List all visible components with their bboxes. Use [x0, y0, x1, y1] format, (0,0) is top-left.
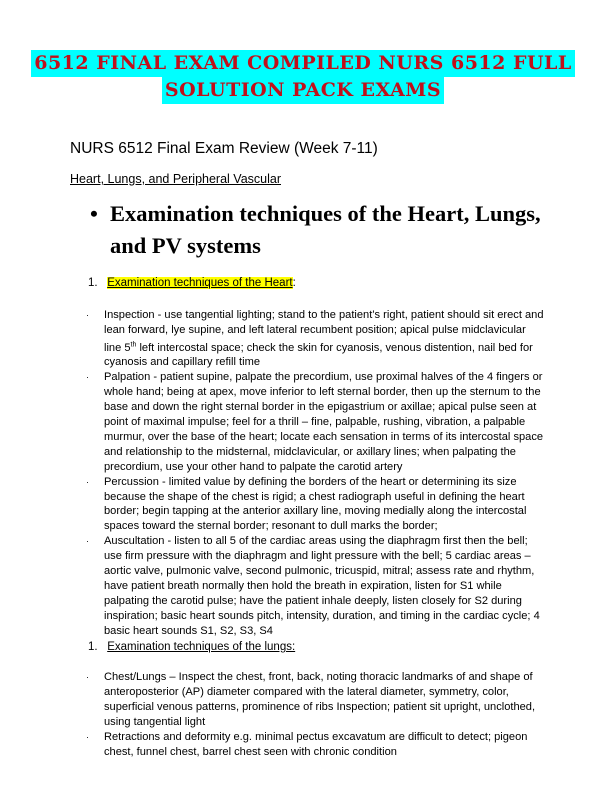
list-item: [86, 670, 546, 730]
bullet-icon: ·: [86, 476, 89, 487]
heart-item-palpation: Palpation - patient supine, palpate the precordium, use proximal halves of the 4 fingers or whole hand; being at apex, move inferior to left sternal border, then up the sternum to the base and down the right sternal border in the epigastrium or axillae; apical pulse seen at point of maximal impulse; feel for a thrill – fine, palpable, rushing, vibration, a palpable murmur, over the base of the heart; locate each sensation in terms of its intercostal space and relationship to the midsternal, midclavicular, or axillary lines; when palpating the precordium, use your other hand to palpate the carotid artery: [104, 371, 544, 473]
lungs-list: [86, 670, 546, 759]
lungs-item-retractions: Retractions and deformity e.g. minimal pectus excavatum are difficult to detect; pigeon chest, funnel chest, barrel chest seen with chronic condition: [104, 730, 528, 758]
bullet-icon: ·: [86, 310, 89, 320]
heart-heading-label: Examination techniques of the Heart: [107, 277, 293, 289]
main-bullet: [90, 198, 570, 262]
heart-item-auscultation: Auscultation - listen to all 5 of the cardiac areas using the diaphragm first then the bell; use firm pressure with the diaphragm and light pressure with the bell; 5 cardiac areas – aortic valve, pulmonic valve, second pulmonic, tricuspid, mitral; assess rate and rhythm, have patient breath normally then hold the breath in expiration, listen for S1 while palpating the carotid pulse; have the patient inhale deeply, listen closely for S2 during inspiration; basic heart sounds pitch, intensity, duration, and timing in the cardiac cycle; 4 basic heart sounds S1, S2, S3, S4: [104, 535, 540, 637]
list-item: [86, 308, 546, 370]
heart-item-inspection: Inspection - use tangential lighting; stand to the patient’s right, patient should sit erect and lean forward, lye supine, and left lateral recumbent position; apical pulse midclavicular line 5th left intercostal space; check the skin for cyanosis, venous distention, nail bed for cyanosis and capillary refill time: [104, 309, 544, 369]
bullet-icon: ·: [86, 536, 89, 547]
document-subtitle: NURS 6512 Final Exam Review (Week 7-11): [70, 140, 378, 157]
section-heading: Heart, Lungs, and Peripheral Vascular: [70, 172, 281, 186]
banner-line-2: SOLUTION PACK EXAMS: [162, 77, 444, 104]
lungs-heading: [88, 641, 295, 653]
list-item: [86, 475, 546, 535]
list-item: [86, 534, 546, 638]
bullet-icon: ·: [86, 731, 89, 742]
heart-list: [86, 308, 546, 639]
lungs-heading-label: Examination techniques of the lungs:: [107, 641, 296, 653]
heart-heading-number: 1.: [88, 277, 98, 289]
bullet-dot-icon: •: [90, 201, 98, 226]
lungs-heading-number: 1.: [88, 641, 98, 653]
banner-line-1: 6512 FINAL EXAM COMPILED NURS 6512 FULL: [31, 50, 575, 77]
bullet-icon: ·: [86, 372, 89, 383]
heart-heading-suffix: :: [292, 277, 296, 289]
lungs-item-chest: Chest/Lungs – Inspect the chest, front, back, noting thoracic landmarks of and shape of anteroposterior (AP) diameter compared with the lateral diameter, symmetry, color, superficial venous patterns, prominence of ribs Inspection; patient sit upright, unclothed, using tangential light: [104, 671, 536, 728]
list-item: [86, 370, 546, 474]
main-bullet-text: Examination techniques of the Heart, Lungs, and PV systems: [110, 201, 541, 258]
title-banner: [0, 50, 606, 104]
heart-heading: [88, 277, 296, 289]
list-item: [86, 730, 546, 760]
bullet-icon: ·: [86, 672, 89, 682]
heart-item-percussion: Percussion - limited value by defining the borders of the heart or determining its size because the shape of the chest is rigid; a chest radiograph useful in defining the heart border; begin tapping at the anterior axillary line, moving medially along the intercostal spaces toward the sternal border; resonant to dull marks the border;: [104, 475, 527, 533]
